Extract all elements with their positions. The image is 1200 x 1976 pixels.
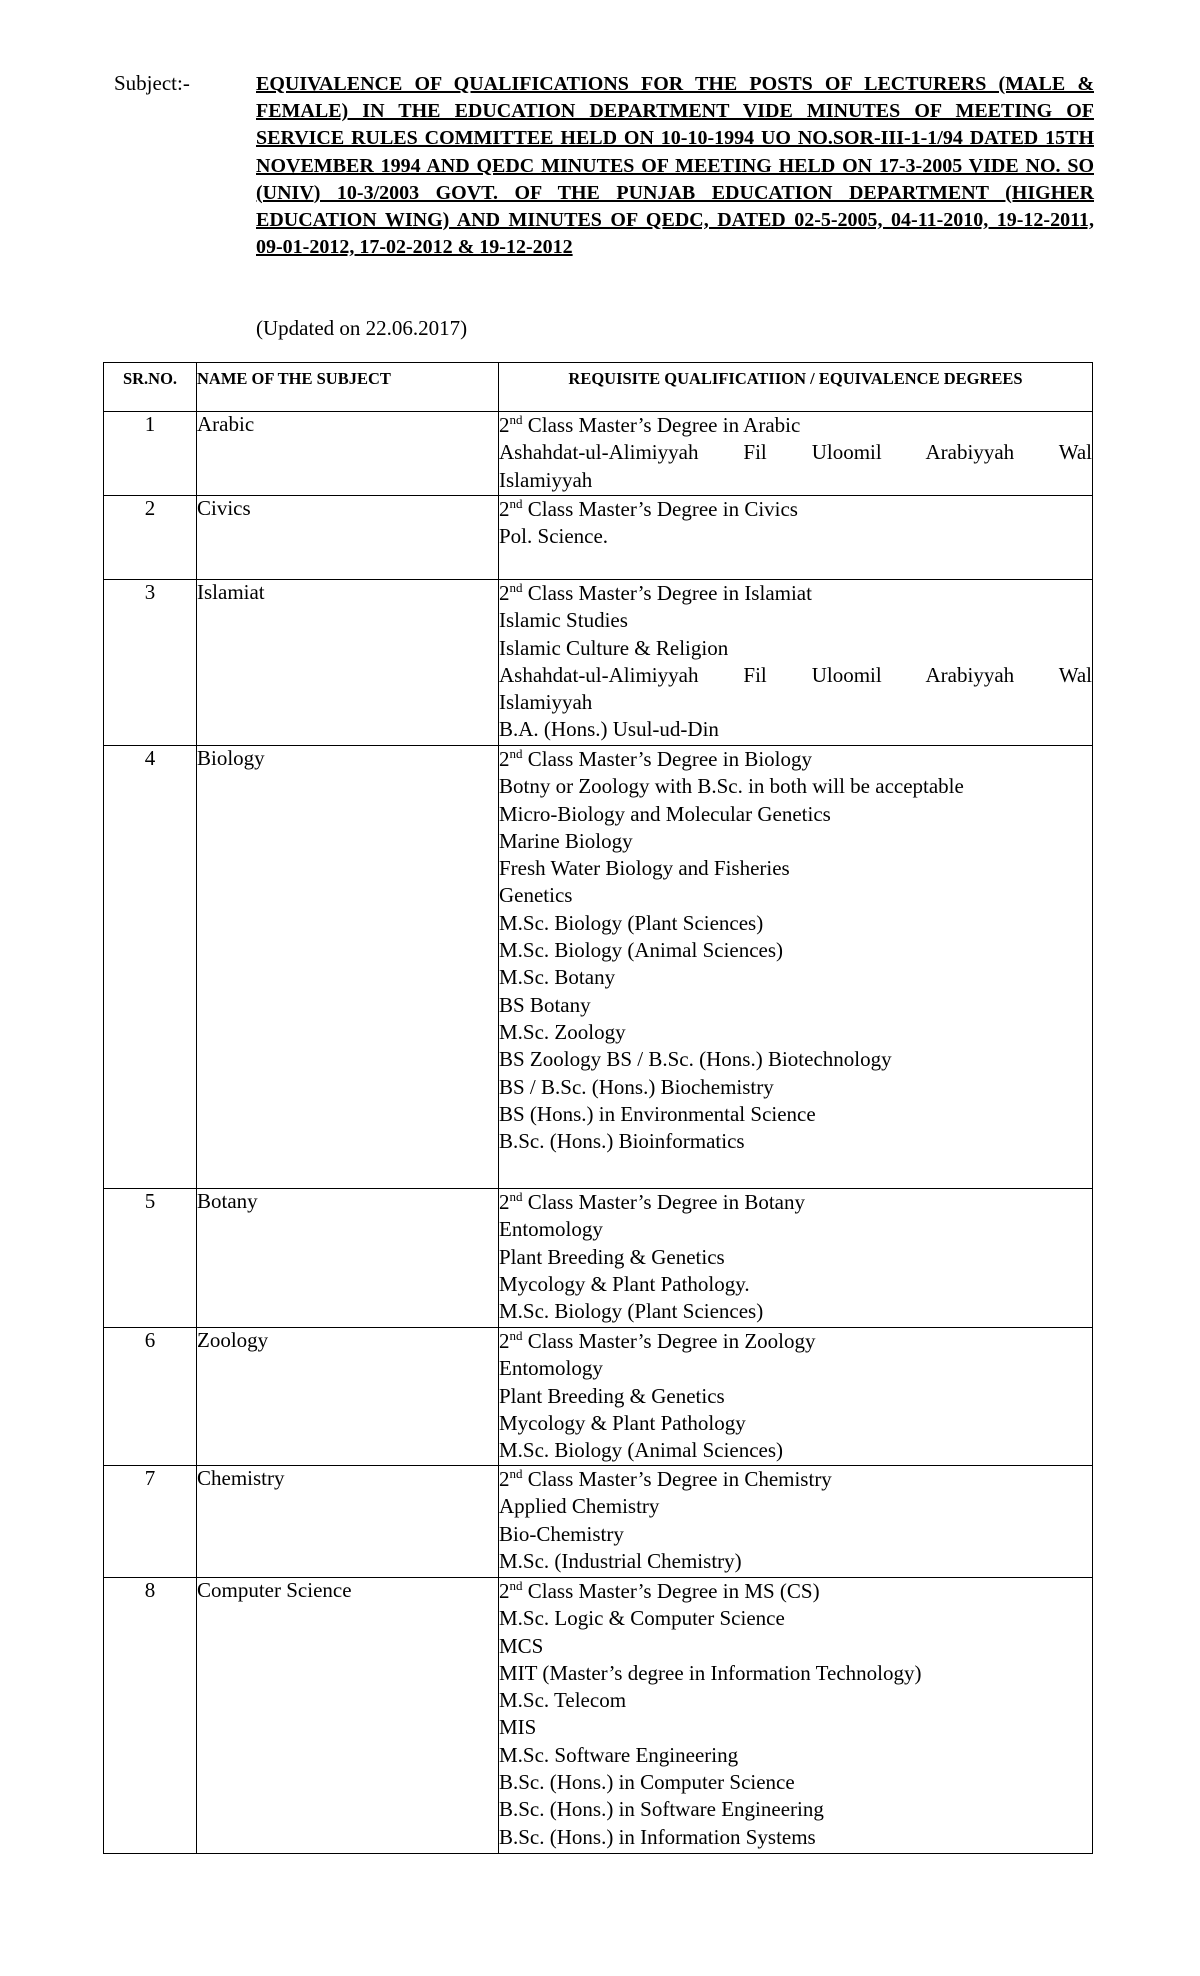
row-sr-no: 7 <box>104 1466 197 1578</box>
qualification-item: Entomology <box>499 1217 603 1242</box>
table-row <box>104 412 1093 496</box>
qualification-item: Plant Breeding & Genetics <box>499 1383 725 1408</box>
subject-label: Subject:- <box>114 71 190 95</box>
qualification-item: Plant Breeding & Genetics <box>499 1244 725 1269</box>
row-subject-name: Biology <box>197 746 499 1189</box>
qualification-item: Islamiyyah <box>499 690 593 715</box>
qualification-item: M.Sc. Biology (Plant Sciences) <box>499 1299 764 1324</box>
qualification-item: Entomology <box>499 1356 603 1381</box>
table-row <box>104 1578 1093 1854</box>
qualification-item: 2nd Class Master’s Degree in Islamiat <box>499 580 812 605</box>
qualification-item: Fresh Water Biology and Fisheries <box>499 856 790 881</box>
table-row <box>104 496 1093 580</box>
table-row <box>104 746 1093 1189</box>
qualification-item: BS (Hons.) in Environmental Science <box>499 1101 816 1126</box>
row-sr-no: 6 <box>104 1328 197 1466</box>
qualification-item: Mycology & Plant Pathology. <box>499 1271 750 1296</box>
qualification-item: BS / B.Sc. (Hons.) Biochemistry <box>499 1074 774 1099</box>
qualification-item: Mycology & Plant Pathology <box>499 1410 746 1435</box>
row-qualifications <box>499 1328 1093 1466</box>
qualification-item: 2nd Class Master’s Degree in Botany <box>499 1189 805 1214</box>
qualification-item: Marine Biology <box>499 828 633 853</box>
row-qualifications <box>499 746 1093 1189</box>
row-qualifications <box>499 1466 1093 1578</box>
row-sr-no: 8 <box>104 1578 197 1854</box>
qualification-item: BS Botany <box>499 992 591 1017</box>
qualification-item: 2nd Class Master’s Degree in Biology <box>499 746 812 771</box>
qualification-item: M.Sc. (Industrial Chemistry) <box>499 1548 742 1573</box>
qualification-item: B.A. (Hons.) Usul-ud-Din <box>499 717 719 742</box>
qualification-item: M.Sc. Biology (Plant Sciences) <box>499 910 764 935</box>
header-sr-no: SR.NO. <box>104 363 197 412</box>
qualification-item: BS Zoology BS / B.Sc. (Hons.) Biotechnology <box>499 1047 892 1072</box>
qualification-item: Islamic Culture & Religion <box>499 635 729 660</box>
qualification-item: 2nd Class Master’s Degree in MS (CS) <box>499 1578 820 1603</box>
qualification-item: Applied Chemistry <box>499 1494 660 1519</box>
qualification-item: Bio-Chemistry <box>499 1521 624 1546</box>
qualification-item: M.Sc. Biology (Animal Sciences) <box>499 1438 784 1463</box>
qualification-item: 2nd Class Master’s Degree in Zoology <box>499 1328 816 1353</box>
row-qualifications <box>499 412 1093 496</box>
qualification-item: Ashahdat-ul-Alimiyyah Fil Uloomil Arabiyyah Wal <box>499 662 1092 687</box>
updated-date: (Updated on 22.06.2017) <box>256 316 468 340</box>
row-sr-no: 4 <box>104 746 197 1189</box>
table-row <box>104 1466 1093 1578</box>
qualifications-table <box>103 362 1093 1854</box>
row-qualifications <box>499 496 1093 580</box>
qualification-item: MCS <box>499 1633 544 1658</box>
qualification-item: B.Sc. (Hons.) in Information Systems <box>499 1824 816 1849</box>
qualification-item: Genetics <box>499 883 573 908</box>
row-sr-no: 3 <box>104 580 197 746</box>
qualification-item: M.Sc. Telecom <box>499 1688 627 1713</box>
qualification-item: B.Sc. (Hons.) in Computer Science <box>499 1770 795 1795</box>
qualification-item: MIS <box>499 1715 537 1740</box>
qualification-item: Botny or Zoology with B.Sc. in both will be acceptable <box>499 774 964 799</box>
table-body <box>104 412 1093 1854</box>
qualification-item: Islamiyyah <box>499 467 593 492</box>
row-qualifications <box>499 1578 1093 1854</box>
table-row <box>104 1189 1093 1328</box>
qualification-item: B.Sc. (Hons.) in Software Engineering <box>499 1797 824 1822</box>
table-row <box>104 1328 1093 1466</box>
qualification-item: M.Sc. Software Engineering <box>499 1742 739 1767</box>
qualification-item: Micro-Biology and Molecular Genetics <box>499 801 831 826</box>
qualification-item: Islamic Studies <box>499 608 628 633</box>
qualification-item: 2nd Class Master’s Degree in Civics <box>499 496 798 521</box>
qualification-item: M.Sc. Biology (Animal Sciences) <box>499 938 784 963</box>
row-subject-name: Civics <box>197 496 499 580</box>
table-row <box>104 580 1093 746</box>
qualification-item: Pol. Science. <box>499 524 609 549</box>
row-qualifications <box>499 1189 1093 1328</box>
qualification-item: 2nd Class Master’s Degree in Chemistry <box>499 1466 832 1491</box>
subject-heading: EQUIVALENCE OF QUALIFICATIONS FOR THE POSTS OF LECTURERS (MALE & FEMALE) IN THE EDUCATION DEPARTMENT VIDE MINUTES OF MEETING OF SERVICE RULES COMMITTEE HELD ON 10-10-1994 UO NO.SOR-III-1-1/94 DATED 15TH NOVEMBER 1994 AND QEDC MINUTES OF MEETING HELD ON 17-3-2005 VIDE NO. SO (UNIV) 10-3/2003 GOVT. OF THE PUNJAB EDUCATION DEPARTMENT (HIGHER EDUCATION WING) AND MINUTES OF QEDC, DATED 02-5-2005, 04-11-2010, 19-12-2011, 09-01-2012, 17-02-2012 & 19-12-2012 <box>256 73 1094 259</box>
row-subject-name: Zoology <box>197 1328 499 1466</box>
row-subject-name: Islamiat <box>197 580 499 746</box>
qualification-item: MIT (Master’s degree in Information Technology) <box>499 1660 922 1685</box>
qualification-item: Ashahdat-ul-Alimiyyah Fil Uloomil Arabiyyah Wal <box>499 440 1092 465</box>
row-subject-name: Computer Science <box>197 1578 499 1854</box>
row-subject-name: Chemistry <box>197 1466 499 1578</box>
row-subject-name: Botany <box>197 1189 499 1328</box>
qualification-item: 2nd Class Master’s Degree in Arabic <box>499 412 801 437</box>
row-qualifications <box>499 580 1093 746</box>
row-sr-no: 5 <box>104 1189 197 1328</box>
table-header-row <box>104 363 1093 412</box>
row-subject-name: Arabic <box>197 412 499 496</box>
row-sr-no: 2 <box>104 496 197 580</box>
qualification-item: M.Sc. Logic & Computer Science <box>499 1606 785 1631</box>
qualification-item: M.Sc. Botany <box>499 965 616 990</box>
header-qualification: REQUISITE QUALIFICATIION / EQUIVALENCE DEGREES <box>499 363 1093 412</box>
qualification-item: B.Sc. (Hons.) Bioinformatics <box>499 1129 745 1154</box>
header-subject-name: NAME OF THE SUBJECT <box>197 363 499 412</box>
qualification-item: M.Sc. Zoology <box>499 1019 626 1044</box>
row-sr-no: 1 <box>104 412 197 496</box>
